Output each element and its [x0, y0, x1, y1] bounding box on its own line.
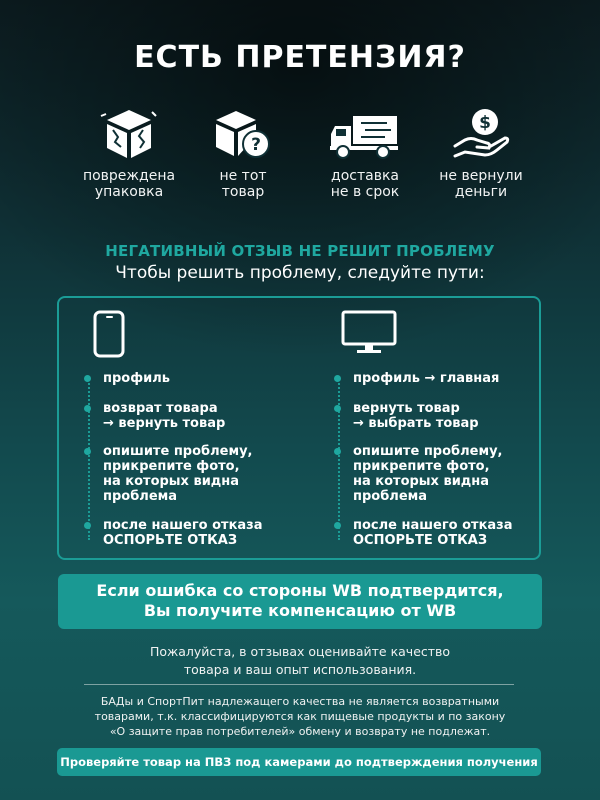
- legal-notice: БАДы и СпортПит надлежащего качества не является возвратными товарами, т.к. классифицируются как пищевые продукты и по закону «О защите прав потребителей» обмену и возврату не подлежат.: [94, 695, 506, 738]
- desktop-steps-column: [337, 298, 537, 558]
- issue-damaged-packaging: [70, 106, 188, 200]
- desktop-step-text: опишите проблему, прикрепите фото, на которых видна проблема: [353, 444, 503, 504]
- issue-label-damaged-packaging: повреждена упаковка: [82, 168, 176, 200]
- damaged-box-icon: [99, 106, 159, 162]
- mobile-step-text: после нашего отказа ОСПОРЬТЕ ОТКАЗ: [103, 518, 263, 548]
- page-title: ЕСТЬ ПРЕТЕНЗИЯ?: [134, 40, 466, 75]
- issue-label-late-delivery: доставка не в срок: [330, 168, 400, 200]
- desktop-step-text: профиль → главная: [353, 371, 500, 386]
- mobile-step: [87, 401, 225, 431]
- mobile-steps-column: [87, 298, 287, 558]
- mobile-step: [87, 371, 170, 386]
- mobile-step-text: опишите проблему, прикрепите фото, на которых видна проблема: [103, 444, 253, 504]
- issue-wrong-item: [184, 106, 302, 200]
- issue-late-delivery: [306, 106, 424, 200]
- issue-money-not-returned: [422, 106, 540, 200]
- desktop-step-text: после нашего отказа ОСПОРЬТЕ ОТКАЗ: [353, 518, 513, 548]
- compensation-line-2: Вы получите компенсацию от WB: [143, 601, 457, 620]
- mobile-step-text: профиль: [103, 371, 170, 386]
- resolution-steps-panel: [57, 296, 541, 560]
- box-question-icon: [212, 106, 274, 162]
- mobile-step-text: возврат товара → вернуть товар: [103, 401, 226, 431]
- svg-text:$: $: [479, 113, 491, 133]
- compensation-banner: [58, 574, 542, 629]
- smartphone-icon: [93, 310, 127, 358]
- desktop-step-text: вернуть товар → выбрать товар: [353, 401, 479, 431]
- desktop-step: [337, 444, 503, 504]
- desktop-step: [337, 401, 479, 431]
- issue-icons-row: [70, 106, 540, 206]
- mobile-step: [87, 518, 263, 548]
- divider: [84, 684, 514, 685]
- compensation-line-1: Если ошибка со стороны WB подтвердится,: [96, 581, 504, 600]
- instructions-subtitle: Чтобы решить проблему, следуйте пути:: [115, 263, 485, 283]
- issue-label-money-not-returned: не вернули деньги: [439, 168, 523, 200]
- desktop-step: [337, 518, 513, 548]
- svg-text:?: ?: [251, 135, 261, 155]
- desktop-step: [337, 371, 499, 386]
- negative-review-warning: НЕГАТИВНЫЙ ОТЗЫВ НЕ РЕШИТ ПРОБЛЕМУ: [105, 242, 495, 260]
- money-hand-icon: [451, 106, 511, 162]
- monitor-icon: [341, 310, 397, 356]
- issue-label-wrong-item: не тот товар: [219, 168, 267, 200]
- mobile-step: [87, 444, 253, 504]
- delivery-truck-icon: [327, 106, 403, 162]
- inspection-notice-banner: Проверяйте товар на ПВЗ под камерами до подтверждения получения: [57, 748, 541, 776]
- review-request-note: Пожалуйста, в отзывах оценивайте качество товара и ваш опыт использования.: [149, 644, 451, 677]
